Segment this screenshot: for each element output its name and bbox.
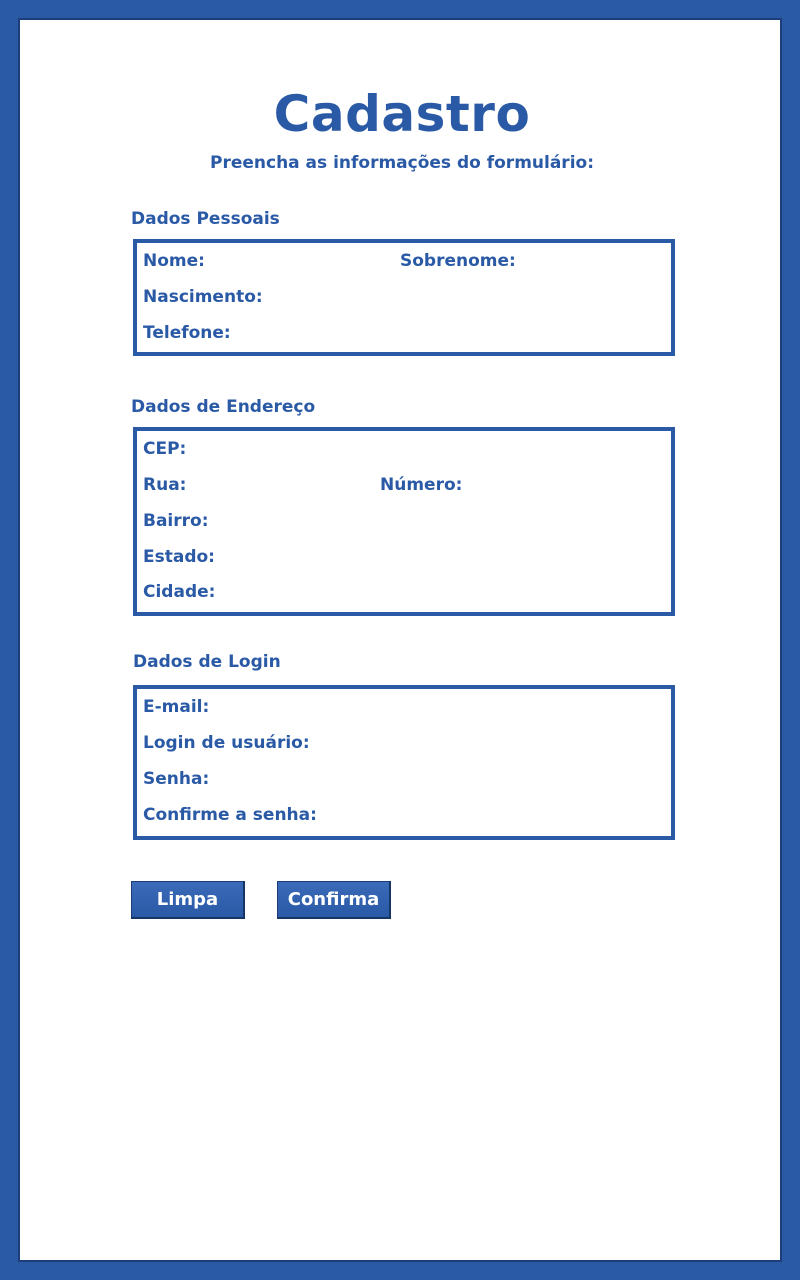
section-title-login: Dados de Login	[133, 652, 281, 672]
personal-data-box	[133, 239, 675, 356]
form-instructions: Preencha as informações do formulário:	[209, 153, 594, 173]
first-name-field[interactable]: Nome:	[143, 251, 205, 271]
form-page	[18, 18, 782, 1262]
password-field[interactable]: Senha:	[143, 769, 210, 789]
last-name-field[interactable]: Sobrenome:	[400, 251, 516, 271]
page-title: Cadastro	[273, 85, 531, 143]
email-field[interactable]: E-mail:	[143, 697, 210, 717]
clear-button[interactable]: Limpa	[131, 881, 245, 919]
confirm-button[interactable]: Confirma	[277, 881, 391, 919]
address-data-box	[133, 427, 675, 616]
city-field[interactable]: Cidade:	[143, 582, 216, 602]
street-field[interactable]: Rua:	[143, 475, 187, 495]
number-field[interactable]: Número:	[380, 475, 463, 495]
confirm-password-field[interactable]: Confirme a senha:	[143, 805, 317, 825]
username-field[interactable]: Login de usuário:	[143, 733, 310, 753]
login-data-box	[133, 685, 675, 840]
phone-field[interactable]: Telefone:	[143, 323, 231, 343]
section-title-address: Dados de Endereço	[131, 397, 316, 417]
district-field[interactable]: Bairro:	[143, 511, 209, 531]
state-field[interactable]: Estado:	[143, 547, 215, 567]
birth-date-field[interactable]: Nascimento:	[143, 287, 263, 307]
section-title-personal: Dados Pessoais	[131, 209, 280, 229]
cep-field[interactable]: CEP:	[143, 439, 187, 459]
